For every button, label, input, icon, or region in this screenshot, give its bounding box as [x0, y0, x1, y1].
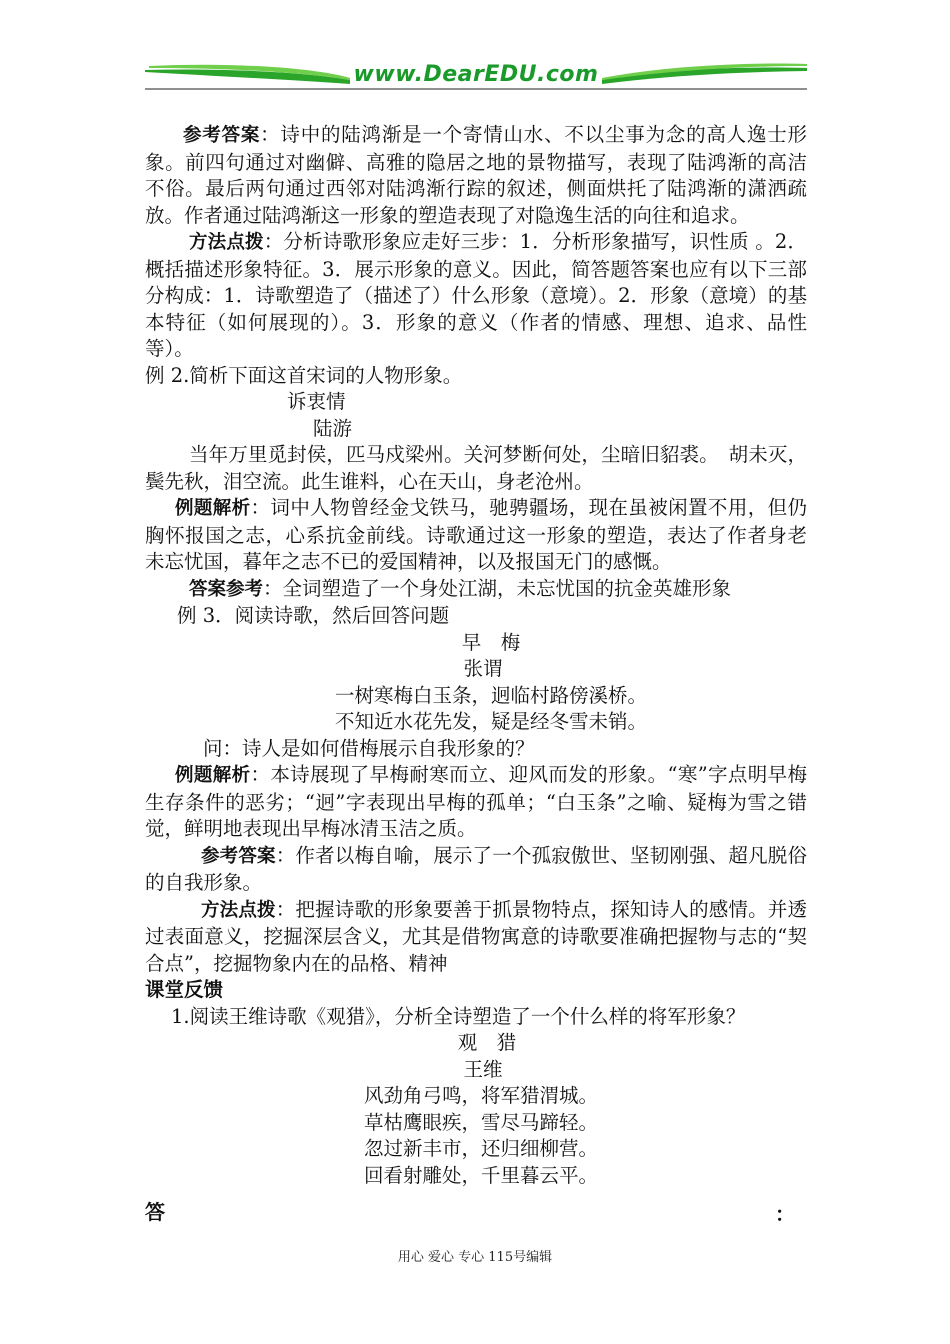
- label-answer-reference: 答案参考: [189, 578, 264, 600]
- question-1-text: 1.阅读王维诗歌《观猎》，分析全诗塑造了一个什么样的将军形象？: [171, 1004, 746, 1028]
- poem-2-line: 一树寒梅白玉条，迥临村路傍溪桥。: [334, 683, 647, 707]
- poem-3-title: 观 猎: [457, 1031, 517, 1054]
- answer-label: 答: [145, 1200, 165, 1224]
- paragraph-answer-reference: [145, 576, 807, 604]
- label-method-tips: 方法点拨: [201, 899, 276, 921]
- paragraph-method-tips-1: [145, 229, 807, 363]
- poem-2-title: 早 梅: [461, 630, 521, 654]
- paragraph-text: ：本诗展现了早梅耐寒而立、迎风而发的形象。“寒”字点明早梅生存条件的恶劣；“迥”字表现出早梅的孤单；“白玉条”之喻、疑梅为雪之错觉，鲜明地表现出早梅冰清玉洁之质。: [145, 763, 807, 840]
- label-example-analysis: 例题解析: [175, 498, 251, 519]
- paragraph-example-analysis-1: [145, 495, 807, 576]
- section-title-class-feedback: 课堂反馈: [145, 978, 224, 1001]
- paragraph-text: ：分析诗歌形象应走好三步：1．分析形象描写，识性质 。2．概括描述形象特征。3．展示形象的意义。因此，简答题答案也应有以下三部分构成：1．诗歌塑造了（描述了）什么形象（意境）。2．形象（意境）的基本特征（如何展现的）。3．形象的意义（作者的情感、理想、追求、品性等）。: [145, 230, 807, 360]
- paragraph-example-analysis-2: [145, 762, 807, 843]
- poem-1-author: 陆游: [313, 416, 353, 440]
- answer-blank-row: [145, 1196, 807, 1226]
- question-text: 问：诗人是如何借梅展示自我形象的？: [203, 736, 535, 760]
- paragraph-text: ：作者以梅自喻，展示了一个孤寂傲世、坚韧刚强、超凡脱俗的自我形象。: [145, 843, 807, 894]
- label-method-tips: 方法点拨: [189, 232, 264, 253]
- poem-3-line: 忽过新丰市，还归细柳营。: [363, 1137, 598, 1160]
- paragraph-text: ：诗中的陆鸿渐是一个寄情山水、不以尘事为念的高人逸士形象。前四句通过对幽僻、高雅的隐居之地的景物描写，表现了陆鸿渐的高洁不俗。最后两句通过西邻对陆鸿渐行踪的叙述，侧面烘托了陆鸿渐的潇洒疏放。作者通过陆鸿渐这一形象的塑造表现了对隐逸生活的向往和追求。: [145, 123, 807, 227]
- paragraph-reference-answer-2: [145, 843, 807, 897]
- poem-3-line: 风劲角弓鸣，将军猎渭城。: [363, 1084, 598, 1107]
- paragraph-text: ：词中人物曾经金戈铁马，驰骋疆场，现在虽被闲置不用，但仍胸怀报国之志，心系抗金前线。诗歌通过这一形象的塑造，表达了作者身老未忘忧国，暮年之志不已的爱国精神，以及报国无门的感慨。: [145, 496, 807, 573]
- header-banner: [145, 58, 807, 98]
- label-reference-answer: 参考答案: [183, 125, 261, 146]
- poem-2-line: 不知近水花先发，疑是经冬雪未销。: [334, 710, 647, 733]
- paragraph-method-tips-2: [145, 897, 807, 978]
- paragraph-text: ：把握诗歌的形象要善于抓景物特点，探知诗人的感情。并透过表面意义，挖掘深层含义，尤其是借物寓意的诗歌要准确把握物与志的“契合点”，挖掘物象内在的品格、精神: [145, 897, 807, 975]
- poem-3-line: 回看射雕处，千里暮云平。: [363, 1163, 598, 1187]
- example-2-title: 例 2.简析下面这首宋词的人物形象。: [145, 363, 463, 387]
- poem-3-line: 草枯鹰眼疾，雪尽马蹄轻。: [363, 1110, 598, 1134]
- site-logo: www.DearEDU.com: [353, 62, 599, 87]
- example-3-title: 例 3．阅读诗歌，然后回答问题: [177, 604, 450, 627]
- poem-3-author: 王维: [463, 1057, 503, 1081]
- paragraph-text: ：全词塑造了一个身处江湖，未忘忧国的抗金英雄形象: [263, 576, 732, 600]
- label-reference-answer: 参考答案: [201, 845, 276, 867]
- paragraph-reference-answer-1: [145, 122, 807, 229]
- poem-1-text: 当年万里觅封侯，匹马戍梁州。关河梦断何处，尘暗旧貂裘。 胡未灭，鬓先秋，泪空流。此生谁料，心在天山，身老沧州。: [145, 443, 807, 493]
- poem-1-title: 诉衷情: [287, 390, 346, 413]
- answer-colon: ：: [775, 1202, 795, 1226]
- main-content: [145, 122, 807, 1189]
- poem-2-author: 张谓: [463, 657, 503, 680]
- page-footer: 用心 爱心 专心 115号编辑: [397, 1250, 553, 1265]
- label-example-analysis: 例题解析: [175, 765, 251, 786]
